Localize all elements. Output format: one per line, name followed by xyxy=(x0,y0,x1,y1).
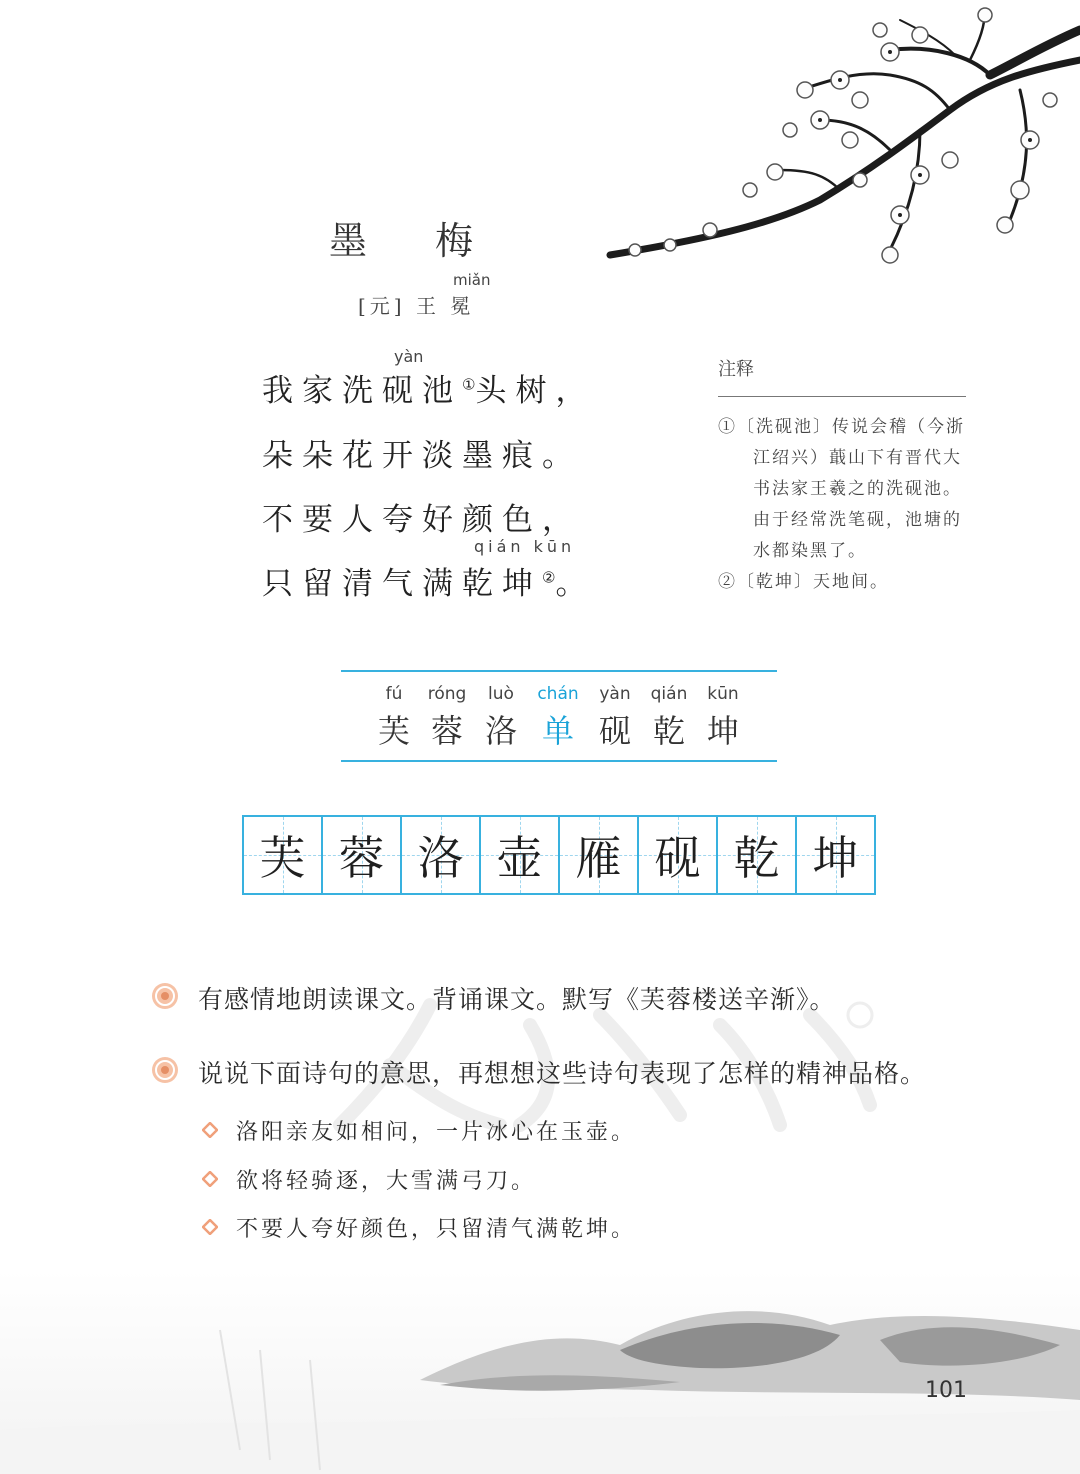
grid-cell: 乾 xyxy=(718,817,797,893)
grid-cell: 雁 xyxy=(560,817,639,893)
ink-landscape-illustration xyxy=(0,1270,1080,1474)
plum-branch-illustration xyxy=(590,0,1080,290)
grid-cell: 砚 xyxy=(639,817,718,893)
pinyin-word-band xyxy=(341,670,777,762)
band-word-highlighted: chán 单 xyxy=(537,684,579,750)
diamond-bullet-icon xyxy=(202,1219,218,1235)
exercise-2-item-3: 不要人夸好颜色，只留清气满乾坤。 xyxy=(236,1217,637,1242)
pinyin-qiankun: qián kūn xyxy=(474,537,576,556)
poem-line-4: qián kūn 只留清气满乾坤②。 xyxy=(262,537,596,602)
note-mark-1: ① xyxy=(462,375,476,394)
band-word: fú 芙 xyxy=(377,684,410,750)
grid-cell: 芙 xyxy=(244,817,323,893)
diamond-bullet-icon xyxy=(202,1171,218,1187)
note-mark-2: ② xyxy=(542,568,556,587)
poem-line-3: 不要人夸好颜色， xyxy=(262,502,582,538)
notes-divider xyxy=(718,396,966,397)
exercise-2-item-2: 欲将轻骑逐，大雪满弓刀。 xyxy=(236,1169,537,1194)
exercise-flower-icon xyxy=(150,981,180,1011)
poem-line-2: 朵朵花开淡墨痕。 xyxy=(262,438,582,474)
grid-cell: 坤 xyxy=(797,817,874,893)
note-item-2: ②〔乾坤〕天地间。 xyxy=(718,572,889,592)
band-word: yàn 砚 xyxy=(598,684,631,750)
notes-heading: 注释 xyxy=(718,359,754,380)
poem-title: 墨 梅 xyxy=(328,219,502,263)
poem-author: [元] 王 冕 xyxy=(358,294,475,318)
exercise-2: 说说下面诗句的意思，再想想这些诗句表现了怎样的精神品格。 xyxy=(198,1059,927,1088)
exercise-2-item-1: 洛阳亲友如相问，一片冰心在玉壶。 xyxy=(236,1120,637,1145)
writing-practice-grid xyxy=(242,815,876,895)
pinyin-yan: yàn xyxy=(394,347,424,366)
exercise-flower-icon xyxy=(150,1055,180,1085)
exercise-1: 有感情地朗读课文。背诵课文。默写《芙蓉楼送辛渐》。 xyxy=(198,985,836,1014)
diamond-bullet-icon xyxy=(202,1122,218,1138)
band-word: qián 乾 xyxy=(650,684,688,750)
band-word: róng 蓉 xyxy=(427,684,467,750)
author-pinyin: miǎn xyxy=(453,271,491,289)
band-word: luò 洛 xyxy=(484,684,517,750)
page-number: 101 xyxy=(925,1378,967,1403)
grid-cell: 壶 xyxy=(481,817,560,893)
band-word: kūn 坤 xyxy=(706,684,739,750)
grid-cell: 洛 xyxy=(402,817,481,893)
note-item-1: ①〔洗砚池〕传说会稽（今浙江绍兴）蕺山下有晋代大书法家王羲之的洗砚池。由于经常洗笔砚，池塘的水都染黑了。 xyxy=(718,417,965,561)
poem-line-1: yàn 我家洗砚池①头树， xyxy=(262,347,596,409)
grid-cell: 蓉 xyxy=(323,817,402,893)
